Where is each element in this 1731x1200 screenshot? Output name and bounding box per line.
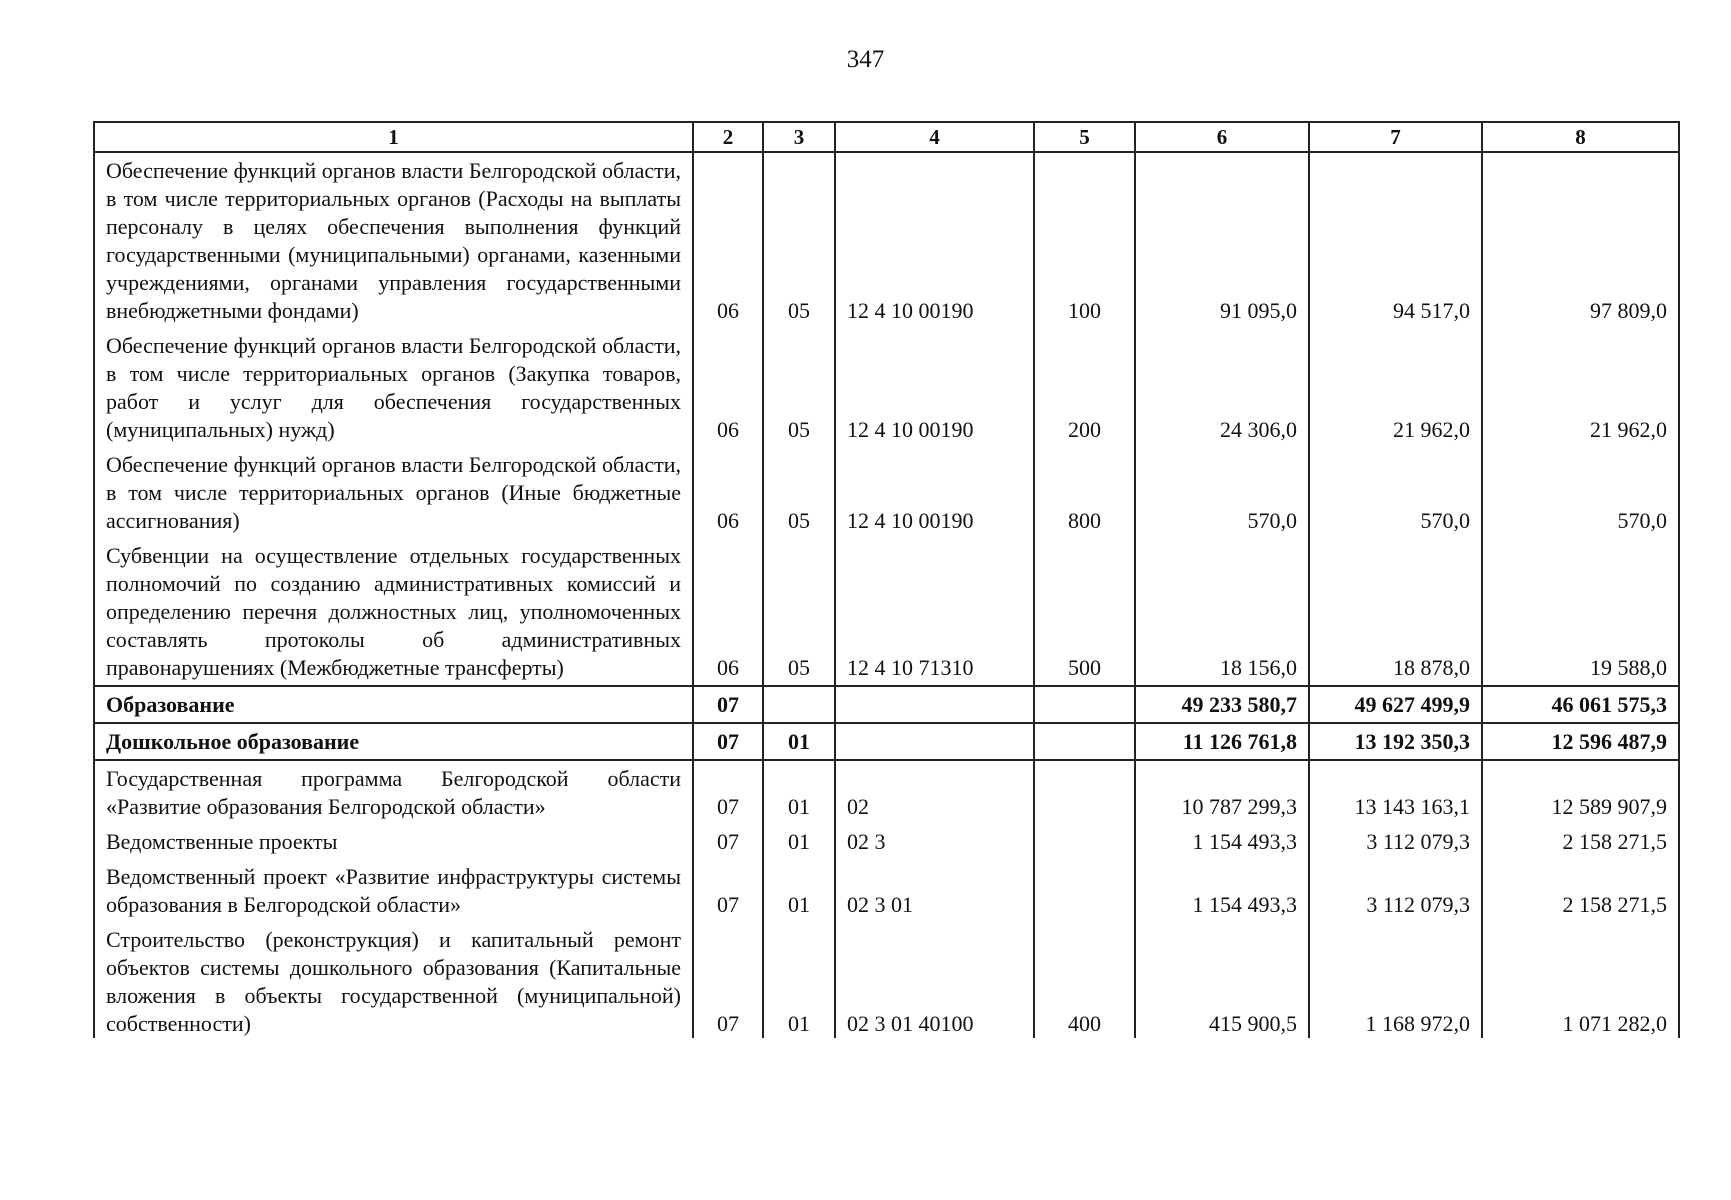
table-row [94,760,1679,824]
expense-type-code: 400 [1034,922,1135,1038]
column-header: 6 [1135,122,1309,152]
target-article-code: 12 4 10 71310 [835,538,1034,686]
subsection-code: 05 [763,447,835,538]
amount-year-2: 3 112 079,3 [1309,859,1482,922]
section-code: 07 [693,922,763,1038]
amount-year-3: 19 588,0 [1482,538,1679,686]
budget-table [93,121,1680,1038]
expense-type-code [1034,686,1135,723]
amount-year-3: 12 596 487,9 [1482,723,1679,760]
page-number: 347 [846,46,885,73]
section-code: 07 [693,824,763,859]
amount-year-1: 10 787 299,3 [1135,760,1309,824]
table-row [94,447,1679,538]
table-row [94,152,1679,328]
amount-year-2: 3 112 079,3 [1309,824,1482,859]
subsection-code: 01 [763,723,835,760]
amount-year-2: 13 143 163,1 [1309,760,1482,824]
amount-year-3: 1 071 282,0 [1482,922,1679,1038]
amount-year-2: 18 878,0 [1309,538,1482,686]
amount-year-3: 21 962,0 [1482,328,1679,447]
table-row [94,922,1679,1038]
column-header: 3 [763,122,835,152]
row-name: Обеспечение функций органов власти Белгородской области, в том числе территориальных органов (Закупка товаров, работ и услуг для обеспечения государственных (муниципальных) нужд) [94,328,693,447]
target-article-code: 02 [835,760,1034,824]
amount-year-1: 1 154 493,3 [1135,859,1309,922]
section-code: 07 [693,859,763,922]
subsection-code: 01 [763,859,835,922]
subsection-code: 05 [763,538,835,686]
expense-type-code: 200 [1034,328,1135,447]
section-code: 07 [693,760,763,824]
expense-type-code [1034,859,1135,922]
amount-year-1: 49 233 580,7 [1135,686,1309,723]
amount-year-1: 1 154 493,3 [1135,824,1309,859]
target-article-code: 12 4 10 00190 [835,447,1034,538]
table-row [94,824,1679,859]
row-name: Субвенции на осуществление отдельных государственных полномочий по созданию административных комиссий и определению перечня должностных лиц, уполномоченных составлять протоколы об административных правонарушениях (Межбюджетные трансферты) [94,538,693,686]
amount-year-1: 91 095,0 [1135,152,1309,328]
table-body [94,152,1679,1038]
row-name: Образование [94,686,693,723]
amount-year-1: 415 900,5 [1135,922,1309,1038]
subsection-code: 05 [763,328,835,447]
column-header: 7 [1309,122,1482,152]
amount-year-3: 2 158 271,5 [1482,824,1679,859]
column-header: 4 [835,122,1034,152]
amount-year-3: 46 061 575,3 [1482,686,1679,723]
target-article-code [835,723,1034,760]
expense-type-code [1034,723,1135,760]
target-article-code: 12 4 10 00190 [835,152,1034,328]
subsection-code: 01 [763,824,835,859]
row-name: Ведомственные проекты [94,824,693,859]
subsection-code: 05 [763,152,835,328]
table-row [94,686,1679,723]
row-name: Ведомственный проект «Развитие инфраструктуры системы образования в Белгородской области» [94,859,693,922]
table-row [94,723,1679,760]
target-article-code: 02 3 [835,824,1034,859]
row-name: Строительство (реконструкция) и капитальный ремонт объектов системы дошкольного образования (Капитальные вложения в объекты государственной (муниципальной) собственности) [94,922,693,1038]
amount-year-3: 97 809,0 [1482,152,1679,328]
target-article-code: 12 4 10 00190 [835,328,1034,447]
column-header: 1 [94,122,693,152]
section-code: 06 [693,447,763,538]
amount-year-1: 18 156,0 [1135,538,1309,686]
amount-year-3: 12 589 907,9 [1482,760,1679,824]
column-header: 5 [1034,122,1135,152]
amount-year-1: 11 126 761,8 [1135,723,1309,760]
section-code: 07 [693,686,763,723]
column-header: 8 [1482,122,1679,152]
amount-year-2: 13 192 350,3 [1309,723,1482,760]
target-article-code [835,686,1034,723]
section-code: 06 [693,328,763,447]
target-article-code: 02 3 01 [835,859,1034,922]
section-code: 06 [693,152,763,328]
subsection-code: 01 [763,922,835,1038]
section-code: 06 [693,538,763,686]
subsection-code [763,686,835,723]
header-row [94,122,1679,152]
row-name: Обеспечение функций органов власти Белгородской области, в том числе территориальных органов (Расходы на выплаты персоналу в целях обеспечения выполнения функций государственными (муниципальными) органами, казенными учреждениями, органами управления государственными внебюджетными фондами) [94,152,693,328]
amount-year-3: 2 158 271,5 [1482,859,1679,922]
row-name: Дошкольное образование [94,723,693,760]
table-row [94,538,1679,686]
expense-type-code: 100 [1034,152,1135,328]
expense-type-code: 500 [1034,538,1135,686]
expense-type-code [1034,760,1135,824]
amount-year-2: 21 962,0 [1309,328,1482,447]
expense-type-code [1034,824,1135,859]
column-header: 2 [693,122,763,152]
subsection-code: 01 [763,760,835,824]
row-name: Обеспечение функций органов власти Белгородской области, в том числе территориальных органов (Иные бюджетные ассигнования) [94,447,693,538]
amount-year-3: 570,0 [1482,447,1679,538]
target-article-code: 02 3 01 40100 [835,922,1034,1038]
table-row [94,859,1679,922]
amount-year-1: 24 306,0 [1135,328,1309,447]
amount-year-2: 94 517,0 [1309,152,1482,328]
expense-type-code: 800 [1034,447,1135,538]
section-code: 07 [693,723,763,760]
table-row [94,328,1679,447]
amount-year-1: 570,0 [1135,447,1309,538]
row-name: Государственная программа Белгородской области «Развитие образования Белгородской области» [94,760,693,824]
amount-year-2: 1 168 972,0 [1309,922,1482,1038]
amount-year-2: 570,0 [1309,447,1482,538]
amount-year-2: 49 627 499,9 [1309,686,1482,723]
